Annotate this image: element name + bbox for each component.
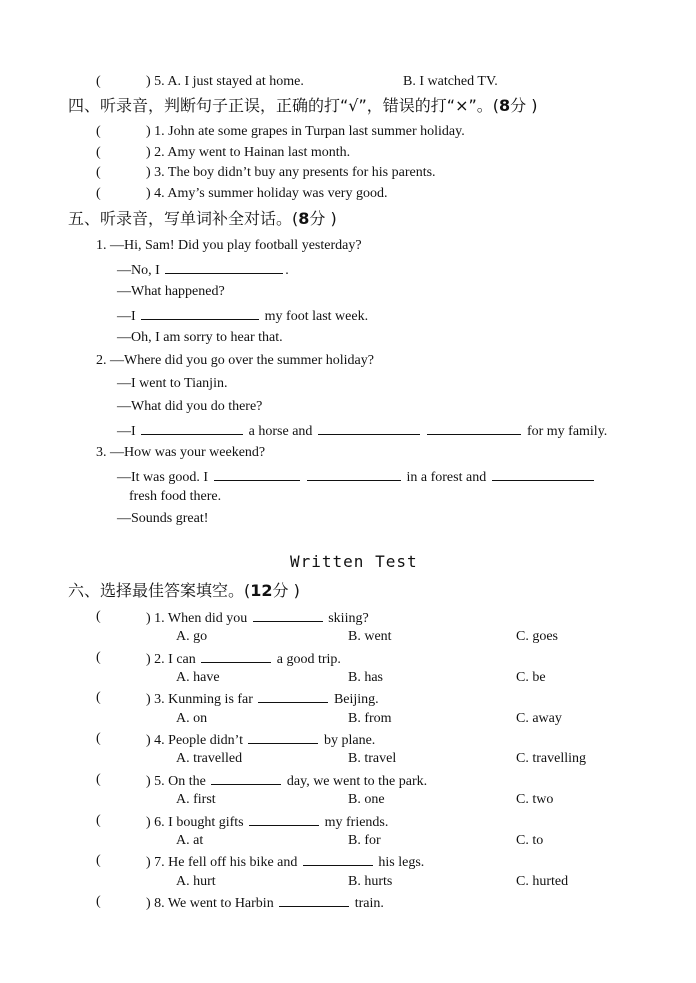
dialogue1-line5: —Oh, I am sorry to hear that. [117,330,283,345]
answer-paren[interactable]: ( [96,124,101,139]
dialogue3-line2: —It was good. I in a forest and [117,466,596,488]
blank-field[interactable] [141,420,243,435]
answer-paren[interactable]: ( [96,690,101,705]
blank-field[interactable] [214,466,300,481]
blank-field[interactable] [141,305,259,320]
option-b[interactable]: B. hurts [348,874,393,889]
option-a[interactable]: A. go [176,629,208,644]
blank-field[interactable] [249,811,319,826]
listening-q5-option-b: B. I watched TV. [403,74,498,89]
option-a[interactable]: A. first [176,792,216,807]
option-b[interactable]: B. from [348,711,392,726]
option-b[interactable]: B. travel [348,751,397,766]
option-b[interactable]: B. went [348,629,392,644]
blank-field[interactable] [307,466,401,481]
blank-field[interactable] [279,892,349,907]
blank-field[interactable] [492,466,594,481]
option-b[interactable]: B. has [348,670,383,685]
option-c[interactable]: C. be [516,670,546,685]
dialogue3-line1: 3. —How was your weekend? [96,445,266,460]
dialogue3-line3: fresh food there. [129,489,222,504]
dialogue2-line1: 2. —Where did you go over the summer holiday? [96,353,374,368]
answer-paren[interactable]: ( [96,186,101,201]
dialogue1-line2: —No, I . [117,259,289,281]
option-b[interactable]: B. for [348,833,381,848]
section4-score: 8 [499,96,511,115]
blank-field[interactable] [165,259,283,274]
option-b[interactable]: B. one [348,792,385,807]
listening-q5-text: ) 5. A. I just stayed at home. [146,74,304,89]
answer-paren[interactable]: ( [96,731,101,746]
blank-field[interactable] [427,420,521,435]
written-test-title: Written Test [290,552,418,571]
answer-paren[interactable]: ( [96,894,101,909]
blank-field[interactable] [201,648,271,663]
option-a[interactable]: A. on [176,711,208,726]
answer-paren[interactable]: ( [96,74,101,89]
answer-paren[interactable]: ( [96,609,101,624]
option-c[interactable]: C. hurted [516,874,569,889]
answer-paren[interactable]: ( [96,650,101,665]
dialogue2-line2: —I went to Tianjin. [117,376,228,391]
section6-title: 六、选择最佳答案填空。(12分 ) [68,581,300,600]
answer-paren[interactable]: ( [96,772,101,787]
option-c[interactable]: C. to [516,833,544,848]
blank-field[interactable] [211,770,281,785]
dialogue2-line4: —I a horse and for my family. [117,420,607,442]
option-c[interactable]: C. goes [516,629,558,644]
blank-field[interactable] [253,607,323,622]
option-a[interactable]: A. hurt [176,874,216,889]
section4-title: 四、听录音，判断句子正误，正确的打“√”，错误的打“×”。(8分 ) [68,96,538,115]
section5-score: 8 [298,209,310,228]
answer-paren[interactable]: ( [96,145,101,160]
section5-title: 五、听录音，写单词补全对话。(8分 ) [68,209,337,228]
answer-paren[interactable]: ( [96,813,101,828]
blank-field[interactable] [318,420,420,435]
dialogue1-line1: 1. —Hi, Sam! Did you play football yesterday? [96,238,362,253]
answer-paren[interactable]: ( [96,853,101,868]
dialogue1-line4: —I my foot last week. [117,305,368,327]
dialogue1-line3: —What happened? [117,284,225,299]
option-c[interactable]: C. away [516,711,562,726]
option-c[interactable]: C. travelling [516,751,586,766]
dialogue2-line3: —What did you do there? [117,399,263,414]
dialogue3-line4: —Sounds great! [117,511,209,526]
answer-paren[interactable]: ( [96,165,101,180]
blank-field[interactable] [248,729,318,744]
option-a[interactable]: A. travelled [176,751,243,766]
option-a[interactable]: A. have [176,670,220,685]
section6-score: 12 [250,581,273,600]
blank-field[interactable] [258,688,328,703]
blank-field[interactable] [303,851,373,866]
option-c[interactable]: C. two [516,792,554,807]
option-a[interactable]: A. at [176,833,204,848]
